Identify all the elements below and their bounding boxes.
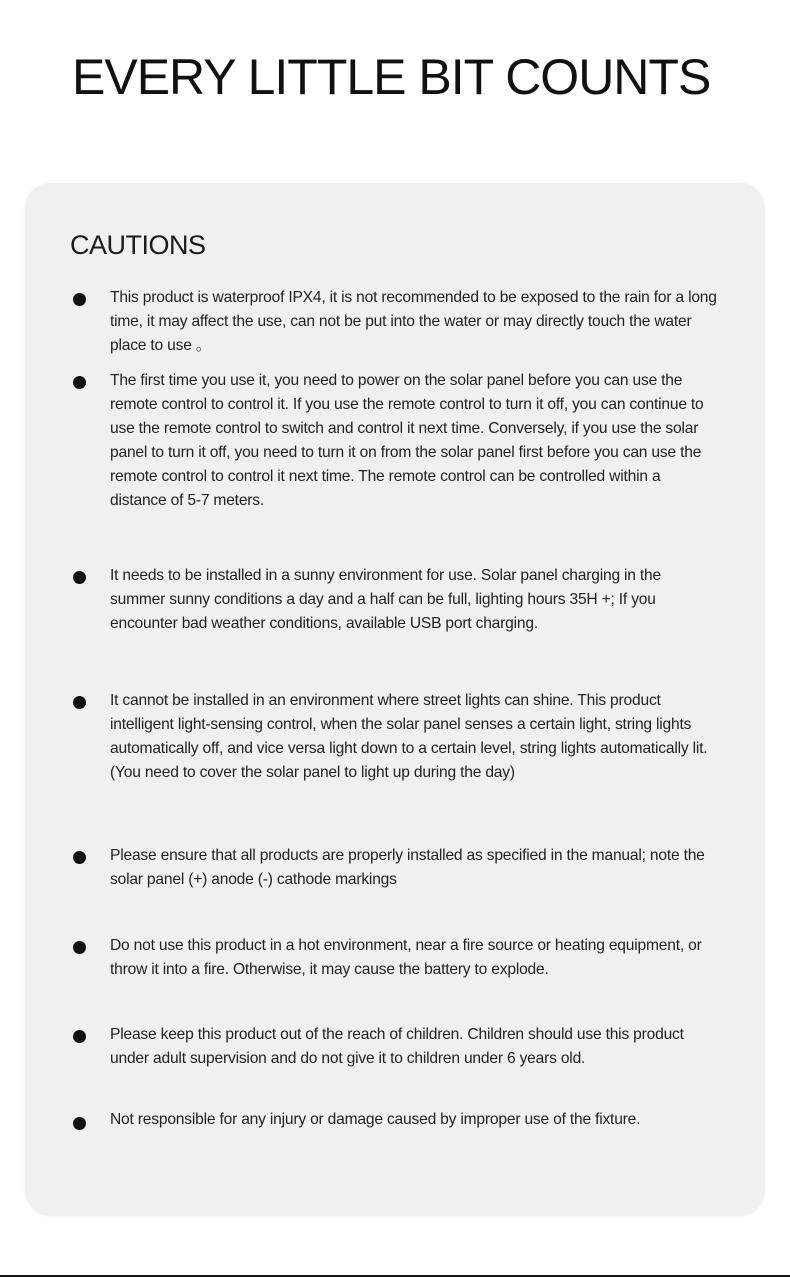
- bullet-dot-icon: [73, 571, 86, 584]
- cautions-title: CAUTIONS: [70, 230, 206, 260]
- page-headline: EVERY LITTLE BIT COUNTS: [72, 49, 711, 105]
- bullet-dot-icon: [73, 293, 86, 306]
- bullet-dot-icon: [73, 376, 86, 389]
- bullet-dot-icon: [73, 1117, 86, 1130]
- caution-text: Please ensure that all products are properly installed as specified in the manual; note the solar panel (+) anode (-) cathode markings: [110, 847, 705, 888]
- bullet-dot-icon: [73, 696, 86, 709]
- caution-text: It cannot be installed in an environment where street lights can shine. This product intelligent light-sensing control, when the solar panel senses a certain light, string lights automatically off, and vice versa light down to a certain level, string lights automatically lit. (You need to cover the solar panel to light up during the day): [110, 692, 708, 781]
- caution-text: Please keep this product out of the reach of children. Children should use this product under adult supervision and do not give it to children under 6 years old.: [110, 1026, 684, 1067]
- caution-text: This product is waterproof IPX4, it is not recommended to be exposed to the rain for a long time, it may affect the use, can not be put into the water or may directly touch the water place to use 。: [110, 289, 717, 354]
- bullet-dot-icon: [73, 851, 86, 864]
- bullet-dot-icon: [73, 941, 86, 954]
- caution-text: Not responsible for any injury or damage caused by improper use of the fixture.: [110, 1111, 641, 1128]
- cautions-card: [25, 183, 765, 1216]
- caution-text: It needs to be installed in a sunny environment for use. Solar panel charging in the summer sunny conditions a day and a half can be full, lighting hours 35H +; If you encounter bad weather conditions, available USB port charging.: [110, 567, 661, 632]
- bullet-dot-icon: [73, 1030, 86, 1043]
- caution-text: The first time you use it, you need to power on the solar panel before you can use the remote control to control it. If you use the remote control to turn it off, you can continue to use the remote control to switch and control it next time. Conversely, if you use the solar panel to turn it off, you need to turn it on from the solar panel first before you can use the remote control to control it next time. The remote control can be controlled within a distance of 5-7 meters.: [110, 372, 704, 509]
- caution-text: Do not use this product in a hot environment, near a fire source or heating equipment, or throw it into a fire. Otherwise, it may cause the battery to explode.: [110, 937, 702, 978]
